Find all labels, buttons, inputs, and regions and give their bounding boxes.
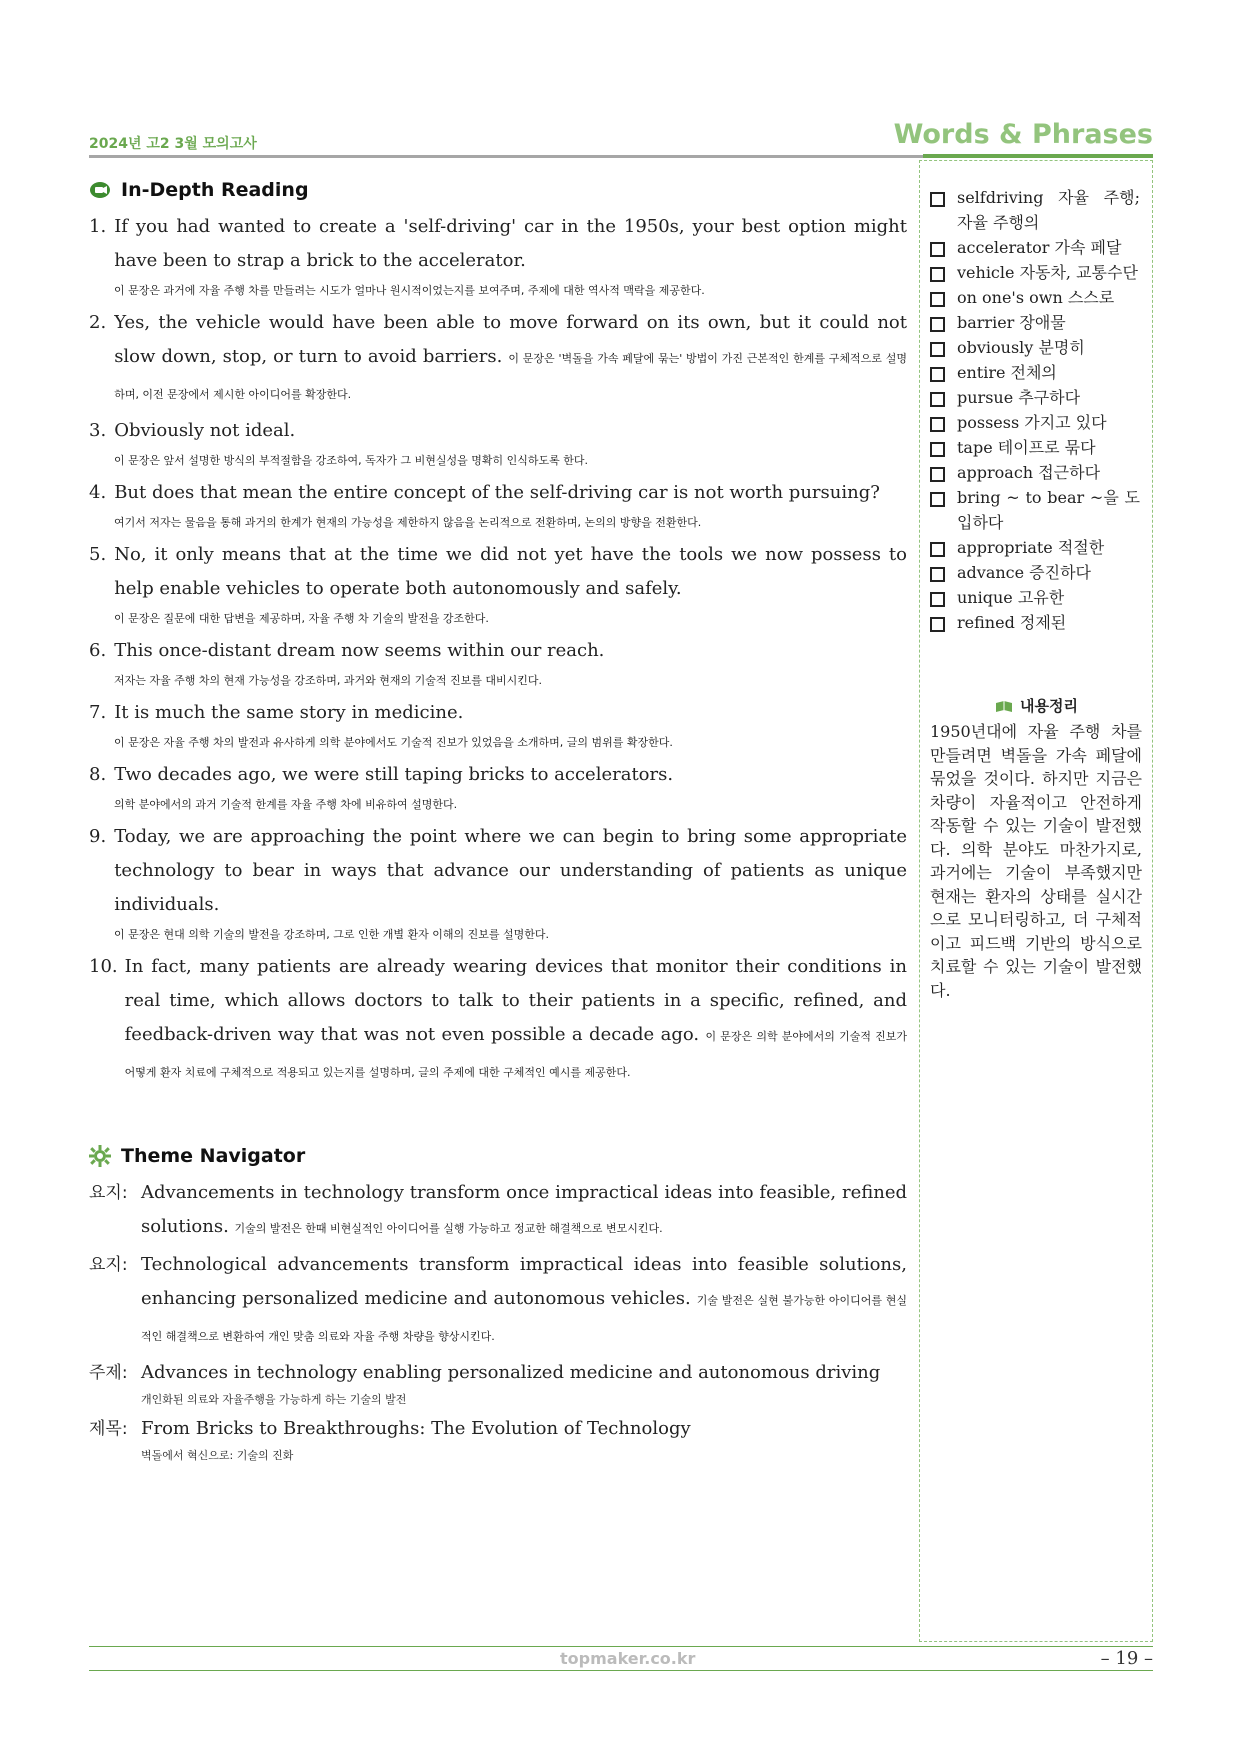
vocab-item <box>930 535 1140 560</box>
theme-body <box>141 1356 907 1390</box>
item-note: 저자는 자율 주행 차의 현재 가능성을 강조하며, 과거와 현재의 기술적 진보를 대비시킨다. <box>114 674 542 687</box>
item-inline-note: 이 문장은 '벽돌을 가속 페달에 묶는' 방법이 가진 근본적인 한계를 구체적으로 설명하며, 이전 문장에서 제시한 아이디어를 확장한다. <box>114 352 907 401</box>
gear-icon <box>89 1145 111 1167</box>
theme-inline-note: 기술 발전은 실현 불가능한 아이디어를 현실적인 해결책으로 변환하여 개인 맞춤 의료와 자율 주행 차량을 향상시킨다. <box>141 1294 907 1343</box>
vocab-text: unique 고유한 <box>957 588 1065 607</box>
item-body <box>114 210 907 278</box>
book-icon <box>994 699 1014 713</box>
reading-item <box>89 696 907 730</box>
theme-note: 벽돌에서 혁신으로: 기술의 진화 <box>141 1449 294 1462</box>
item-number: 3. <box>89 420 107 441</box>
theme-row <box>89 1176 907 1246</box>
checkbox-icon <box>930 392 945 407</box>
vocab-item <box>930 585 1140 610</box>
vocab-text: pursue 추구하다 <box>957 388 1081 407</box>
summary-text: 1950년대에 자율 주행 차를 만들려면 벽돌을 가속 페달에 묶었을 것이다. 하지만 지금은 차량이 자율적이고 안전하게 작동할 수 있는 기술이 발전했다. 의학 분야도 마찬가지로, 과거에는 기술이 부족했지만 현재는 환자의 상태를 실시간으로 모니터링하고, 더 구체적이고 피드백 기반의 방식으로 치료할 수 있는 기술이 발전했다. <box>930 722 1142 1000</box>
item-number: 6. <box>89 640 107 661</box>
reading-item <box>89 476 907 510</box>
theme-label: 주제: <box>89 1363 128 1383</box>
vocab-text: appropriate 적절한 <box>957 538 1105 557</box>
checkbox-icon <box>930 592 945 607</box>
checkbox-icon <box>930 492 945 507</box>
checkbox-icon <box>930 317 945 332</box>
item-number: 8. <box>89 764 107 785</box>
words-phrases-title: Words & Phrases <box>893 119 1153 150</box>
item-body <box>114 758 907 792</box>
item-note: 이 문장은 자율 주행 차의 발전과 유사하게 의학 분야에서도 기술적 진보가 있었음을 소개하며, 글의 범위를 확장한다. <box>114 736 673 749</box>
checkbox-icon <box>930 617 945 632</box>
vocab-item <box>930 310 1140 335</box>
vocab-item <box>930 335 1140 360</box>
vocab-item <box>930 185 1140 235</box>
vocab-text: advance 증진하다 <box>957 563 1092 582</box>
reading-item <box>89 634 907 668</box>
theme-label: 요지: <box>89 1255 128 1275</box>
item-number: 7. <box>89 702 107 723</box>
theme-row <box>89 1412 907 1446</box>
in-depth-reading-heading <box>89 172 907 208</box>
exam-title: 2024년 고2 3월 모의고사 <box>89 136 257 152</box>
vocab-item <box>930 260 1140 285</box>
vocab-item <box>930 435 1140 460</box>
vocab-text: barrier 장애물 <box>957 313 1066 332</box>
item-body <box>114 696 907 730</box>
reading-item <box>89 306 907 412</box>
theme-text: From Bricks to Breakthroughs: The Evolution of Technology <box>141 1418 691 1439</box>
item-sentence: Two decades ago, we were still taping bricks to accelerators. <box>114 764 674 785</box>
item-sentence: If you had wanted to create a 'self-driving' car in the 1950s, your best option might have been to strap a brick to the accelerator. <box>114 216 907 271</box>
theme-inline-note: 기술의 발전은 한때 비현실적인 아이디어를 실행 가능하고 정교한 해결책으로 변모시킨다. <box>234 1222 663 1235</box>
theme-text: Advancements in technology transform once impractical ideas into feasible, refined solutions. <box>141 1182 907 1237</box>
item-sentence: This once-distant dream now seems within our reach. <box>114 640 605 661</box>
vocab-text: entire 전체의 <box>957 363 1057 382</box>
theme-body <box>141 1176 907 1246</box>
theme-label: 요지: <box>89 1183 128 1203</box>
item-sentence: In fact, many patients are already wearing devices that monitor their conditions in real time, which allows doctors to talk to their patients in a specific, refined, and feedback-driven way that was not even possible a decade ago. <box>124 956 907 1045</box>
footer-divider-bottom <box>89 1670 1153 1671</box>
header-divider-accent <box>923 154 1153 158</box>
checkbox-icon <box>930 542 945 557</box>
vocab-item <box>930 285 1140 310</box>
checkbox-icon <box>930 192 945 207</box>
item-sentence: But does that mean the entire concept of the self-driving car is not worth pursuing? <box>114 482 880 503</box>
checkbox-icon <box>930 367 945 382</box>
theme-body <box>141 1248 907 1354</box>
summary-heading <box>920 695 1152 716</box>
theme-row <box>89 1248 907 1354</box>
theme-navigator <box>89 1138 907 1466</box>
vocab-text: approach 접근하다 <box>957 463 1101 482</box>
reading-item <box>89 950 907 1090</box>
item-note: 이 문장은 과거에 자율 주행 차를 만들려는 시도가 얼마나 원시적이었는지를 보여주며, 주제에 대한 역사적 맥락을 제공한다. <box>114 284 705 297</box>
theme-label: 제목: <box>89 1419 128 1439</box>
item-sentence: Obviously not ideal. <box>114 420 296 441</box>
checkbox-icon <box>930 442 945 457</box>
vocab-text: possess 가지고 있다 <box>957 413 1107 432</box>
vocab-text: tape 테이프로 묶다 <box>957 438 1096 457</box>
item-inline-note: 이 문장은 의학 분야에서의 기술적 진보가 어떻게 환자 치료에 구체적으로 적용되고 있는지를 설명하며, 글의 주제에 대한 구체적인 예시를 제공한다. <box>124 1030 908 1079</box>
item-note: 의학 분야에서의 과거 기술적 한계를 자율 주행 차에 비유하여 설명한다. <box>114 798 458 811</box>
item-number: 5. <box>89 544 107 565</box>
footer-site: topmaker.co.kr <box>560 1649 696 1668</box>
speech-bubble-icon <box>89 181 111 199</box>
item-number: 9. <box>89 826 107 847</box>
item-number: 1. <box>89 216 107 237</box>
main-content <box>89 172 907 1466</box>
vocab-list <box>920 161 1152 635</box>
theme-navigator-heading <box>89 1138 907 1174</box>
vocab-item <box>930 385 1140 410</box>
reading-item <box>89 210 907 278</box>
vocab-item <box>930 610 1140 635</box>
footer-divider <box>89 1646 1153 1647</box>
summary-title: 내용정리 <box>1020 697 1078 715</box>
item-note: 이 문장은 질문에 대한 답변을 제공하며, 자율 주행 차 기술의 발전을 강조한다. <box>114 612 489 625</box>
vocab-text: bring ~ to bear ~을 도입하다 <box>957 488 1140 532</box>
page-number: – 19 – <box>1100 1648 1153 1669</box>
theme-list <box>89 1176 907 1466</box>
reading-item <box>89 538 907 606</box>
theme-text: Technological advancements transform impractical ideas into feasible solutions, enhancing personalized medicine and autonomous vehicles. <box>141 1254 907 1309</box>
checkbox-icon <box>930 292 945 307</box>
item-number: 2. <box>89 312 107 333</box>
header-divider <box>89 155 923 158</box>
theme-note: 개인화된 의료와 자율주행을 가능하게 하는 기술의 발전 <box>141 1393 407 1406</box>
vocab-text: selfdriving 자율 주행; 자율 주행의 <box>957 188 1140 232</box>
vocab-item <box>930 485 1140 535</box>
section-title: Theme Navigator <box>121 1145 306 1167</box>
item-sentence: Today, we are approaching the point where we can begin to bring some appropriate technology to bear in ways that advance our understanding of patients as unique individuals. <box>114 826 907 915</box>
vocab-text: accelerator 가속 페달 <box>957 238 1122 257</box>
item-note: 이 문장은 현대 의학 기술의 발전을 강조하며, 그로 인한 개별 환자 이해의 진보를 설명한다. <box>114 928 549 941</box>
checkbox-icon <box>930 567 945 582</box>
vocab-item <box>930 360 1140 385</box>
item-body <box>114 306 907 412</box>
item-body <box>114 634 907 668</box>
item-number: 4. <box>89 482 107 503</box>
vocab-item <box>930 560 1140 585</box>
item-number: 10. <box>89 956 118 977</box>
item-body <box>114 414 907 448</box>
theme-text: Advances in technology enabling personalized medicine and autonomous driving <box>141 1362 881 1383</box>
vocab-text: obviously 분명히 <box>957 338 1085 357</box>
vocab-item <box>930 410 1140 435</box>
item-body <box>114 476 907 510</box>
item-note: 여기서 저자는 물음을 통해 과거의 한계가 현재의 가능성을 제한하지 않음을 논리적으로 전환하며, 논의의 방향을 전환한다. <box>114 516 702 529</box>
checkbox-icon <box>930 342 945 357</box>
item-sentence: Yes, the vehicle would have been able to move forward on its own, but it could not slow down, stop, or turn to avoid barriers. <box>114 312 907 367</box>
checkbox-icon <box>930 242 945 257</box>
theme-body <box>141 1412 907 1446</box>
item-body <box>114 538 907 606</box>
item-sentence: It is much the same story in medicine. <box>114 702 464 723</box>
checkbox-icon <box>930 467 945 482</box>
reading-item <box>89 414 907 448</box>
vocab-item <box>930 235 1140 260</box>
vocab-text: vehicle 자동차, 교통수단 <box>957 263 1138 282</box>
checkbox-icon <box>930 417 945 432</box>
item-sentence: No, it only means that at the time we did not yet have the tools we now possess to help enable vehicles to operate both autonomously and safely. <box>114 544 907 599</box>
reading-list <box>89 210 907 1090</box>
reading-item <box>89 820 907 922</box>
checkbox-icon <box>930 267 945 282</box>
words-phrases-panel <box>919 160 1153 1642</box>
vocab-item <box>930 460 1140 485</box>
item-note: 이 문장은 앞서 설명한 방식의 부적절함을 강조하여, 독자가 그 비현실성을 명확히 인식하도록 한다. <box>114 454 588 467</box>
item-body <box>114 820 907 922</box>
vocab-text: refined 정제된 <box>957 613 1067 632</box>
theme-row <box>89 1356 907 1390</box>
item-body <box>125 950 907 1090</box>
reading-item <box>89 758 907 792</box>
section-title: In-Depth Reading <box>121 179 309 201</box>
vocab-text: on one's own 스스로 <box>957 288 1115 307</box>
